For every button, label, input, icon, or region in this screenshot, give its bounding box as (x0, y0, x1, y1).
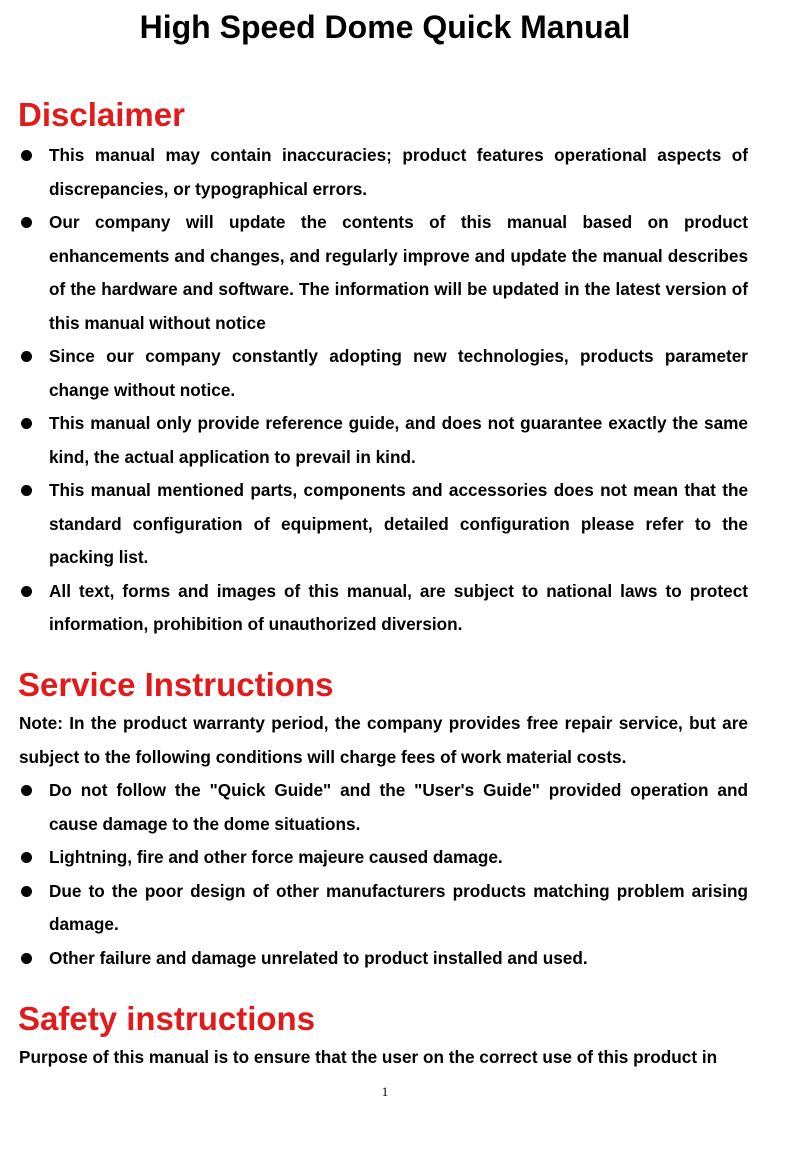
service-note: Note: In the product warranty period, the company provides free repair service, but are subject to the following conditions will charge fees of work material costs. (19, 713, 748, 767)
list-item (19, 206, 748, 340)
bullet-icon (21, 485, 32, 496)
list-item-text: Since our company constantly adopting new technologies, products parameter change without notice. (49, 346, 748, 400)
list-item-text: This manual may contain inaccuracies; product features operational aspects of discrepancies, or typographical errors. (49, 145, 748, 199)
bullet-icon (21, 217, 32, 228)
list-item (19, 875, 748, 942)
list-item-text: Lightning, fire and other force majeure caused damage. (49, 847, 503, 867)
safety-heading: Safety instructions (18, 1000, 316, 1037)
bullet-icon (21, 785, 32, 796)
list-item (19, 942, 748, 976)
document-title: High Speed Dome Quick Manual (139, 9, 631, 45)
disclaimer-list (19, 139, 748, 642)
list-item-text: All text, forms and images of this manual, are subject to national laws to protect information, prohibition of unauthorized diversion. (49, 580, 748, 634)
disclaimer-heading: Disclaimer (18, 96, 185, 133)
list-item (19, 841, 748, 875)
list-item (19, 575, 748, 642)
bullet-icon (21, 351, 32, 362)
bullet-icon (21, 886, 32, 897)
list-item-text: Other failure and damage unrelated to product installed and used. (49, 947, 588, 968)
list-item-text: This manual only provide reference guide, and does not guarantee exactly the same kind, the actual application to prevail in kind. (49, 413, 748, 467)
safety-intro: Purpose of this manual is to ensure that the user on the correct use of this product in (19, 1047, 718, 1067)
bullet-icon (21, 418, 32, 429)
list-item-text: Due to the poor design of other manufacturers products matching problem arising damage. (49, 880, 748, 934)
page-number: 1 (381, 1084, 389, 1099)
list-item (19, 139, 748, 206)
list-item (19, 407, 748, 474)
bullet-icon (21, 953, 32, 964)
service-list (19, 774, 748, 975)
list-item (19, 774, 748, 841)
list-item-text: Our company will update the contents of this manual based on product enhancements and changes, and regularly improve and update the manual describes of the hardware and software. The information will be updated in the latest version of this manual without notice (49, 212, 748, 333)
list-item (19, 340, 748, 407)
list-item-text: Do not follow the "Quick Guide" and the "User's Guide" provided operation and cause damage to the dome situations. (49, 780, 748, 834)
bullet-icon (21, 586, 32, 597)
bullet-icon (21, 852, 32, 863)
service-heading: Service Instructions (18, 666, 334, 703)
list-item-text: This manual mentioned parts, components and accessories does not mean that the standard configuration of equipment, detailed configuration please refer to the packing list. (49, 480, 748, 567)
list-item (19, 474, 748, 575)
bullet-icon (21, 150, 32, 161)
